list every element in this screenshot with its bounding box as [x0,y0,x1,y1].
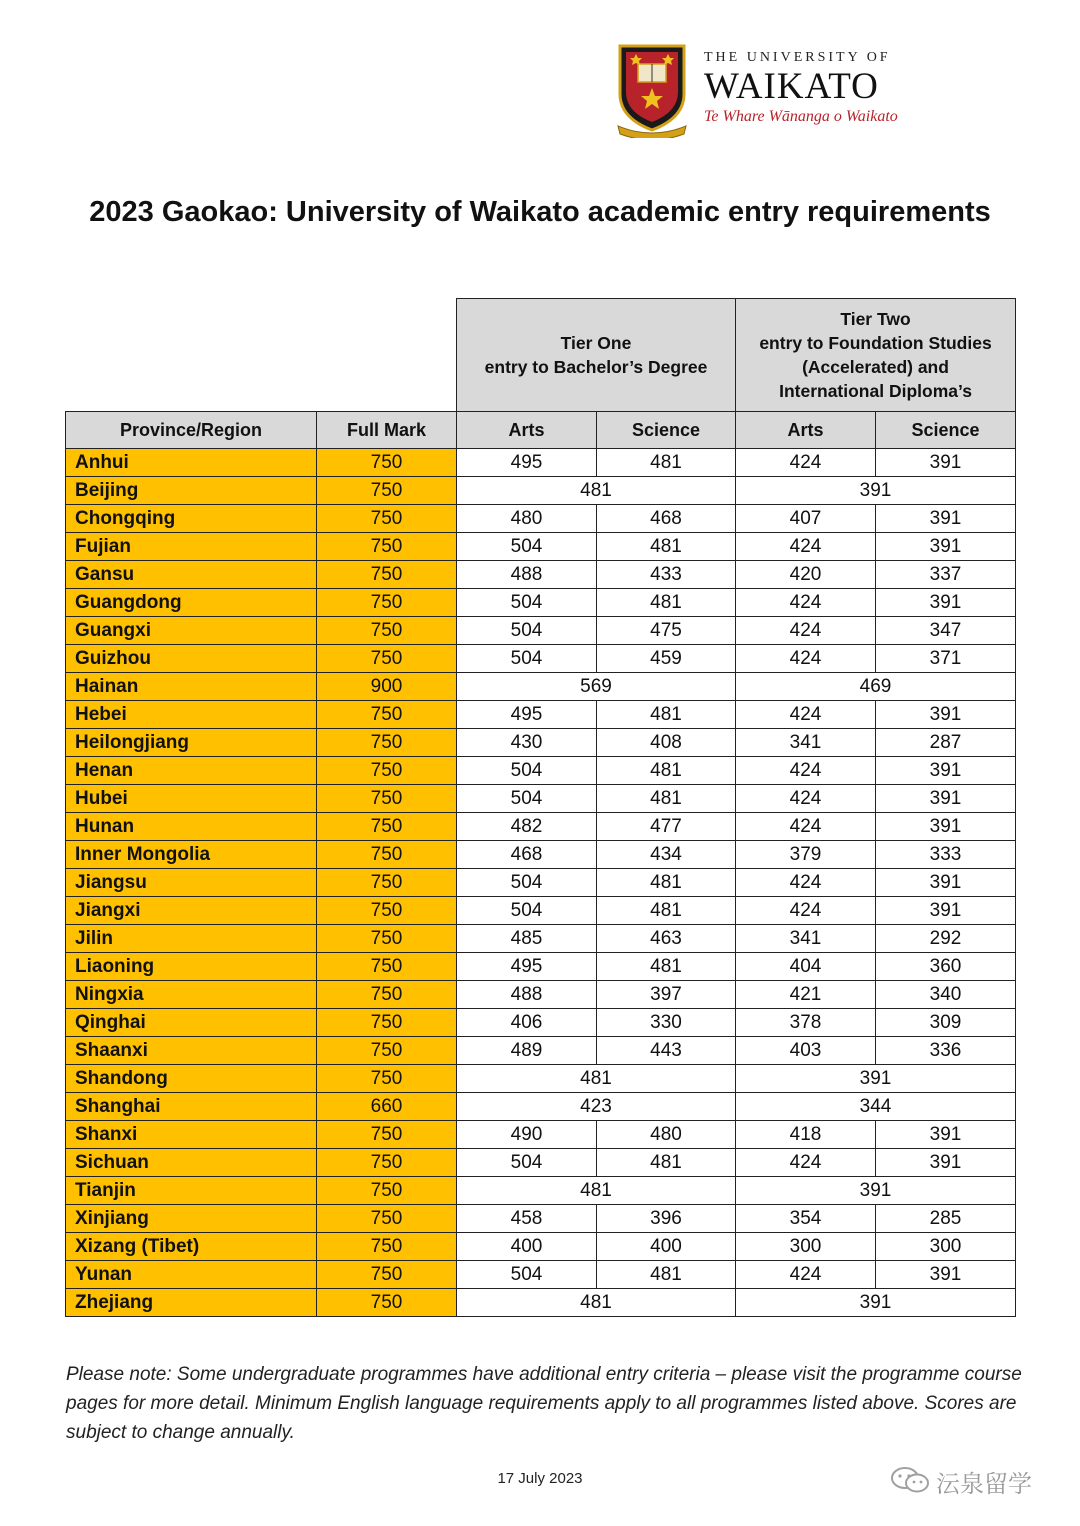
university-crest-icon [614,42,690,138]
tier-one-arts-cell: 490 [457,1121,597,1149]
table-row [66,617,1016,645]
province-cell: Xizang (Tibet) [66,1233,317,1261]
province-column-header: Province/Region [66,412,317,449]
province-cell: Shanghai [66,1093,317,1121]
tier-one-combined-cell: 423 [457,1093,736,1121]
tier-two-header: Tier Two entry to Foundation Studies (Accelerated) and International Diploma’s [736,299,1016,412]
tier-two-arts-cell: 379 [736,841,876,869]
tier-one-science-cell: 481 [597,449,736,477]
tier-two-arts-cell: 424 [736,701,876,729]
province-cell: Guizhou [66,645,317,673]
tier-two-science-cell: 391 [876,785,1016,813]
province-cell: Jiangxi [66,897,317,925]
tier-two-arts-cell: 424 [736,757,876,785]
tier-one-arts-cell: 504 [457,869,597,897]
table-row [66,841,1016,869]
table-row [66,673,1016,701]
tier-two-science-cell: 391 [876,701,1016,729]
entry-requirements-table [65,298,1016,1317]
tier-one-science-cell: 481 [597,1149,736,1177]
tier-one-arts-cell: 480 [457,505,597,533]
tier-one-science-cell: 396 [597,1205,736,1233]
university-logo [612,42,912,142]
tier-one-combined-cell: 481 [457,1065,736,1093]
table-row [66,729,1016,757]
table-row [66,869,1016,897]
full-mark-cell: 750 [317,645,457,673]
tier-one-science-cell: 481 [597,897,736,925]
province-cell: Beijing [66,477,317,505]
tier-two-arts-cell: 424 [736,813,876,841]
tier-one-arts-cell: 489 [457,1037,597,1065]
tier-two-arts-cell: 420 [736,561,876,589]
table-row [66,925,1016,953]
tier-one-arts-cell: 504 [457,897,597,925]
tier-two-science-cell: 371 [876,645,1016,673]
tier-one-science-cell: 433 [597,561,736,589]
tier-one-science-header: Science [597,412,736,449]
tier-two-science-cell: 391 [876,813,1016,841]
full-mark-cell: 750 [317,449,457,477]
tier-one-arts-cell: 504 [457,1261,597,1289]
tier-two-arts-cell: 407 [736,505,876,533]
full-mark-cell: 750 [317,1065,457,1093]
tier-two-arts-cell: 354 [736,1205,876,1233]
table-row [66,1149,1016,1177]
province-cell: Anhui [66,449,317,477]
tier-one-arts-cell: 430 [457,729,597,757]
province-cell: Yunan [66,1261,317,1289]
tier-two-arts-cell: 424 [736,449,876,477]
tier-one-arts-cell: 504 [457,533,597,561]
province-cell: Tianjin [66,1177,317,1205]
full-mark-cell: 750 [317,841,457,869]
tier-two-science-cell: 285 [876,1205,1016,1233]
tier-two-combined-cell: 391 [736,477,1016,505]
province-cell: Shaanxi [66,1037,317,1065]
tier-one-science-cell: 481 [597,953,736,981]
full-mark-column-header: Full Mark [317,412,457,449]
tier-one-arts-cell: 504 [457,757,597,785]
province-cell: Hainan [66,673,317,701]
table-row [66,645,1016,673]
tier-one-science-cell: 481 [597,589,736,617]
province-cell: Ningxia [66,981,317,1009]
table-row [66,1233,1016,1261]
province-cell: Guangdong [66,589,317,617]
full-mark-cell: 750 [317,925,457,953]
full-mark-cell: 750 [317,505,457,533]
tier-two-science-cell: 360 [876,953,1016,981]
tier-two-science-cell: 333 [876,841,1016,869]
full-mark-cell: 750 [317,1205,457,1233]
province-cell: Hebei [66,701,317,729]
tier-one-science-cell: 481 [597,701,736,729]
tier-two-arts-cell: 300 [736,1233,876,1261]
tier-two-science-cell: 309 [876,1009,1016,1037]
tier-one-combined-cell: 481 [457,477,736,505]
table-row [66,1177,1016,1205]
tier-one-science-cell: 468 [597,505,736,533]
province-cell: Zhejiang [66,1289,317,1317]
full-mark-cell: 750 [317,785,457,813]
province-cell: Hunan [66,813,317,841]
tier-one-science-cell: 408 [597,729,736,757]
full-mark-cell: 750 [317,869,457,897]
tier-one-arts-cell: 504 [457,617,597,645]
tier-two-arts-cell: 424 [736,785,876,813]
tier-two-combined-cell: 391 [736,1289,1016,1317]
tier-one-arts-cell: 504 [457,785,597,813]
table-row [66,1009,1016,1037]
table-row [66,561,1016,589]
full-mark-cell: 750 [317,1261,457,1289]
full-mark-cell: 750 [317,1233,457,1261]
tier-two-science-cell: 337 [876,561,1016,589]
table-row [66,897,1016,925]
province-cell: Fujian [66,533,317,561]
tier-one-science-cell: 463 [597,925,736,953]
tier-one-science-cell: 459 [597,645,736,673]
full-mark-cell: 750 [317,1289,457,1317]
tier-one-science-cell: 477 [597,813,736,841]
full-mark-cell: 750 [317,477,457,505]
table-row [66,533,1016,561]
tier-two-arts-cell: 424 [736,869,876,897]
tier-two-science-cell: 391 [876,1261,1016,1289]
tier-one-science-cell: 481 [597,869,736,897]
tier-one-science-cell: 400 [597,1233,736,1261]
tier-two-combined-cell: 391 [736,1065,1016,1093]
province-cell: Qinghai [66,1009,317,1037]
tier-two-arts-cell: 421 [736,981,876,1009]
tier-two-arts-cell: 424 [736,1261,876,1289]
tier-one-arts-cell: 504 [457,645,597,673]
full-mark-cell: 750 [317,813,457,841]
tier-one-science-cell: 480 [597,1121,736,1149]
tier-one-arts-cell: 488 [457,561,597,589]
tier-two-science-cell: 391 [876,589,1016,617]
full-mark-cell: 750 [317,981,457,1009]
full-mark-cell: 900 [317,673,457,701]
tier-one-combined-cell: 481 [457,1177,736,1205]
province-cell: Inner Mongolia [66,841,317,869]
province-cell: Jilin [66,925,317,953]
full-mark-cell: 750 [317,1009,457,1037]
province-cell: Jiangsu [66,869,317,897]
table-row [66,785,1016,813]
tier-one-arts-cell: 406 [457,1009,597,1037]
table-row [66,1065,1016,1093]
province-cell: Chongqing [66,505,317,533]
tier-two-arts-cell: 424 [736,897,876,925]
province-cell: Shanxi [66,1121,317,1149]
table-row [66,477,1016,505]
full-mark-cell: 750 [317,1149,457,1177]
page-title: 2023 Gaokao: University of Waikato academic entry requirements [89,196,991,228]
tier-two-arts-cell: 378 [736,1009,876,1037]
tier-one-science-cell: 434 [597,841,736,869]
full-mark-cell: 750 [317,561,457,589]
tier-one-combined-cell: 481 [457,1289,736,1317]
table-row [66,1121,1016,1149]
tier-two-arts-cell: 424 [736,645,876,673]
tier-two-science-cell: 300 [876,1233,1016,1261]
tier-two-science-cell: 287 [876,729,1016,757]
tier-two-arts-cell: 424 [736,1149,876,1177]
tier-one-science-cell: 443 [597,1037,736,1065]
table-row [66,589,1016,617]
full-mark-cell: 750 [317,757,457,785]
tier-two-science-header: Science [876,412,1016,449]
tier-one-arts-cell: 495 [457,701,597,729]
tier-one-arts-cell: 468 [457,841,597,869]
tier-two-arts-header: Arts [736,412,876,449]
table-row [66,1093,1016,1121]
tier-two-combined-cell: 344 [736,1093,1016,1121]
full-mark-cell: 750 [317,1177,457,1205]
tier-one-science-cell: 397 [597,981,736,1009]
province-cell: Heilongjiang [66,729,317,757]
full-mark-cell: 750 [317,1037,457,1065]
table-row [66,1205,1016,1233]
tier-one-science-cell: 481 [597,533,736,561]
tier-one-header: Tier One entry to Bachelor’s Degree [457,299,736,412]
tier-one-arts-cell: 504 [457,1149,597,1177]
tier-one-science-cell: 481 [597,785,736,813]
full-mark-cell: 750 [317,701,457,729]
province-cell: Hubei [66,785,317,813]
table-body [66,449,1016,1317]
tier-two-arts-cell: 424 [736,617,876,645]
tier-two-science-cell: 391 [876,533,1016,561]
tier-one-science-cell: 481 [597,1261,736,1289]
tier-two-science-cell: 340 [876,981,1016,1009]
tier-two-science-cell: 391 [876,869,1016,897]
footnote: Please note: Some undergraduate programmes have additional entry criteria – please visit the programme course pages for more detail. Minimum English language requirements apply to all programmes listed above. Scores are subject to change annually. [66,1364,1022,1443]
full-mark-cell: 660 [317,1093,457,1121]
university-name-line1: THE UNIVERSITY OF [704,50,891,65]
tier-one-science-cell: 330 [597,1009,736,1037]
tier-one-arts-header: Arts [457,412,597,449]
university-maori-name: Te Whare Wānanga o Waikato [704,108,898,125]
tier-two-science-cell: 336 [876,1037,1016,1065]
tier-two-arts-cell: 403 [736,1037,876,1065]
document-date: 17 July 2023 [497,1470,583,1487]
table-row [66,449,1016,477]
province-cell: Xinjiang [66,1205,317,1233]
table-row [66,953,1016,981]
province-cell: Liaoning [66,953,317,981]
tier-two-arts-cell: 424 [736,533,876,561]
tier-two-science-cell: 391 [876,505,1016,533]
watermark-text: 沄泉留学 [936,1470,1032,1498]
province-cell: Sichuan [66,1149,317,1177]
tier-two-combined-cell: 469 [736,673,1016,701]
tier-two-arts-cell: 341 [736,925,876,953]
tier-one-arts-cell: 485 [457,925,597,953]
table-row [66,1261,1016,1289]
tier-two-science-cell: 391 [876,1121,1016,1149]
tier-two-science-cell: 391 [876,449,1016,477]
tier-two-arts-cell: 424 [736,589,876,617]
tier-two-science-cell: 391 [876,757,1016,785]
table-row [66,757,1016,785]
tier-two-science-cell: 391 [876,1149,1016,1177]
province-cell: Henan [66,757,317,785]
full-mark-cell: 750 [317,1121,457,1149]
tier-one-arts-cell: 495 [457,953,597,981]
watermark [890,1462,1060,1496]
tier-two-arts-cell: 341 [736,729,876,757]
table-row [66,505,1016,533]
table-row [66,1289,1016,1317]
full-mark-cell: 750 [317,533,457,561]
wechat-icon [890,1466,930,1494]
tier-one-arts-cell: 488 [457,981,597,1009]
tier-one-combined-cell: 569 [457,673,736,701]
tier-two-arts-cell: 404 [736,953,876,981]
full-mark-cell: 750 [317,897,457,925]
tier-one-arts-cell: 400 [457,1233,597,1261]
tier-two-combined-cell: 391 [736,1177,1016,1205]
tier-one-science-cell: 475 [597,617,736,645]
full-mark-cell: 750 [317,953,457,981]
tier-one-arts-cell: 482 [457,813,597,841]
tier-one-science-cell: 481 [597,757,736,785]
full-mark-cell: 750 [317,729,457,757]
table-row [66,813,1016,841]
tier-two-science-cell: 347 [876,617,1016,645]
tier-two-arts-cell: 418 [736,1121,876,1149]
table-row [66,1037,1016,1065]
tier-two-science-cell: 292 [876,925,1016,953]
table-row [66,981,1016,1009]
tier-two-science-cell: 391 [876,897,1016,925]
table-row [66,701,1016,729]
university-name: WAIKATO [704,66,879,107]
tier-one-arts-cell: 458 [457,1205,597,1233]
full-mark-cell: 750 [317,589,457,617]
full-mark-cell: 750 [317,617,457,645]
province-cell: Gansu [66,561,317,589]
tier-one-arts-cell: 504 [457,589,597,617]
province-cell: Guangxi [66,617,317,645]
province-cell: Shandong [66,1065,317,1093]
tier-one-arts-cell: 495 [457,449,597,477]
